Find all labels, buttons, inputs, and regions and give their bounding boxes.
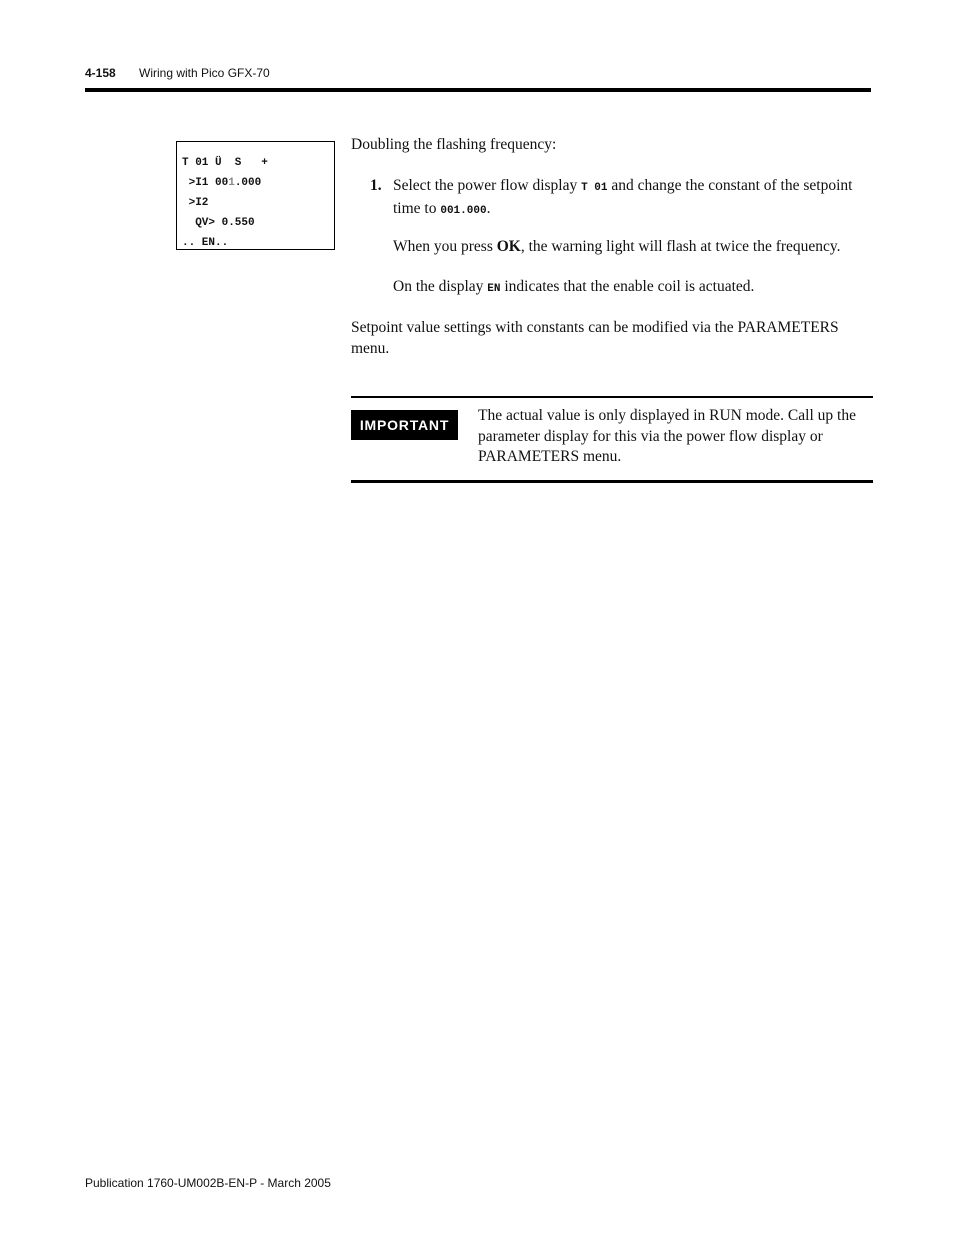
- step-1-text: [393, 176, 870, 221]
- chapter-title: Wiring with Pico GFX-70: [139, 66, 270, 80]
- step-1-text-b: and change the constant of the setpoint time to: [393, 177, 853, 217]
- lcd-cursor: 1: [228, 177, 235, 189]
- lcd-line-2: [182, 173, 334, 193]
- step-number: 1.: [370, 177, 382, 194]
- step-1-text-c: .: [486, 199, 491, 217]
- ok-text-a: When you press: [393, 238, 497, 255]
- lcd-line-5: .. EN..: [182, 237, 229, 249]
- page-footer: Publication 1760-UM002B-EN-P - March 2005: [85, 1176, 331, 1190]
- page-header: [85, 66, 270, 80]
- lcd-line-4: QV> 0.550: [182, 217, 255, 229]
- important-text: The actual value is only displayed in RUN mode. Call up the parameter display for this via the power flow display or PARAMETERS menu.: [478, 407, 856, 465]
- en-text-b: indicates that the enable coil is actuated.: [500, 278, 755, 295]
- step-1: [370, 176, 870, 221]
- en-text-a: On the display: [393, 278, 488, 295]
- code-t01: T 01: [581, 182, 608, 194]
- code-en: EN: [487, 283, 501, 295]
- important-bottom-rule: [351, 480, 873, 483]
- code-setpoint: 001.000: [440, 204, 487, 217]
- ok-paragraph: [393, 237, 873, 258]
- important-badge: IMPORTANT: [351, 410, 458, 440]
- ok-key: OK: [496, 238, 521, 255]
- lcd-line-1: T 01 Ü S +: [182, 157, 268, 169]
- en-paragraph: [393, 277, 873, 300]
- lcd-line-2-post: .000: [234, 177, 262, 189]
- ok-text-b: , the warning light will flash at twice the frequency.: [520, 238, 841, 255]
- lcd-display: [176, 141, 335, 250]
- important-top-rule: [351, 396, 873, 398]
- setpoint-paragraph: Setpoint value settings with constants can be modified via the PARAMETERS menu.: [351, 319, 839, 357]
- lcd-line-2-pre: >I1 00: [182, 177, 229, 189]
- step-1-text-a: Select the power flow display: [393, 177, 582, 194]
- intro-paragraph: Doubling the flashing frequency:: [351, 136, 557, 153]
- lcd-line-3: >I2: [182, 197, 209, 209]
- header-rule: [85, 88, 871, 92]
- page-number: 4-158: [85, 66, 116, 80]
